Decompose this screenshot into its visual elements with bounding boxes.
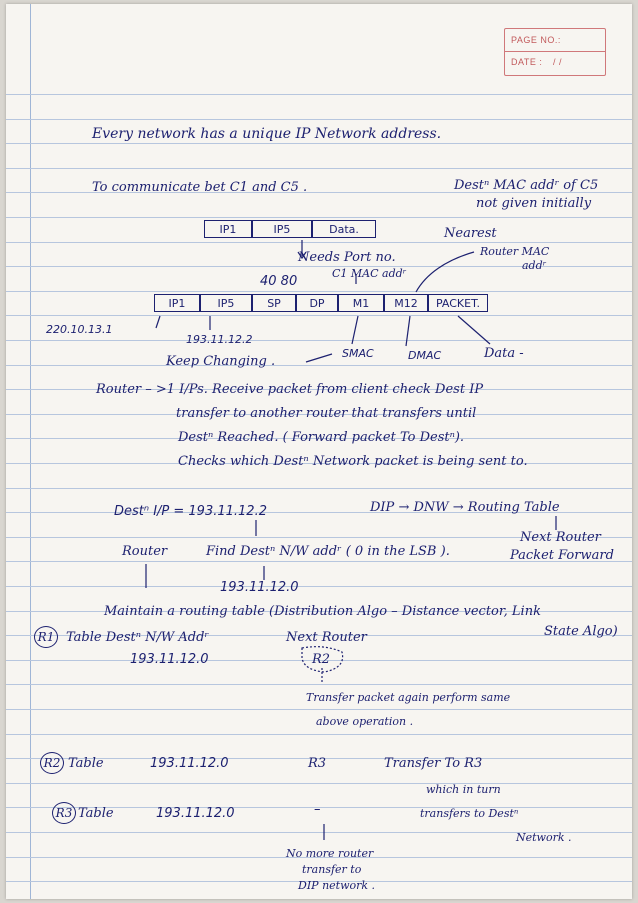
arrow-keep-changing: [306, 354, 332, 362]
source-ip: 220.10.13.1: [46, 323, 113, 336]
keep-changing-note: Keep Changing .: [166, 354, 276, 369]
find-dest-line: Find Destⁿ N/W addʳ ( 0 in the LSB ).: [206, 544, 450, 559]
maintain-line: Maintain a routing table (Distribution Algo – Distance vector, Link: [104, 604, 541, 619]
frame-box-ip5: IP5: [200, 294, 252, 312]
frame-box-ip1: IP1: [154, 294, 200, 312]
transfer-again-line: Transfer packet again perform same: [306, 691, 511, 704]
dest-ip: 193.11.12.2: [186, 333, 253, 346]
no-more-router-note: No more router: [286, 847, 374, 860]
r2-table-label: Table: [68, 756, 104, 771]
router-label: Router: [122, 544, 168, 559]
packet-box-data: Data.: [312, 220, 376, 238]
frame-box-sp: SP: [252, 294, 296, 312]
transfer-r3-note: Transfer To R3: [384, 756, 483, 771]
r2-network: 193.11.12.0: [150, 756, 229, 771]
date-separator: / /: [553, 57, 563, 67]
next-router-note: Next Router: [520, 530, 601, 545]
smac-label: SMAC: [342, 347, 374, 360]
table-header-next-router: Next Router: [286, 630, 367, 645]
annotation-arrows: [6, 4, 632, 899]
c1-mac-note: C1 MAC addʳ: [332, 267, 407, 280]
r3-next-router-dash: –: [314, 802, 321, 817]
dip-network-note: DIP network .: [298, 879, 376, 892]
r3-table-label: Table: [78, 806, 114, 821]
frame-box-dp: DP: [296, 294, 338, 312]
nearest-note: Nearest: [444, 226, 497, 241]
data-label: Data -: [484, 346, 524, 361]
r3-network: 193.11.12.0: [156, 806, 235, 821]
heading-line: Every network has a unique IP Network address.: [92, 126, 442, 142]
needs-port-note: Needs Port no.: [298, 250, 396, 265]
r2-next-router: R3: [308, 756, 327, 771]
packet-forward-note: Packet Forward: [510, 548, 614, 563]
router-definition-4: Checks which Destⁿ Network packet is being sent to.: [178, 454, 528, 469]
router-mac-addr: addʳ: [522, 259, 547, 272]
port-numbers: 40 80: [260, 274, 298, 289]
arrow-smac: [352, 316, 358, 344]
communicate-line: To communicate bet C1 and C5 .: [92, 180, 308, 195]
frame-box-m12: M12: [384, 294, 428, 312]
arrow-router-mac: [416, 252, 474, 292]
not-given-note: not given initially: [476, 196, 592, 211]
above-operation-line: above operation .: [316, 715, 414, 728]
r1-next-router: R2: [312, 652, 331, 667]
router-definition-3: Destⁿ Reached. ( Forward packet To Destⁿ).: [178, 430, 465, 445]
router-r2-circle: R2: [40, 752, 64, 774]
r1-network: 193.11.12.0: [130, 652, 209, 667]
packet-box-ip5: IP5: [252, 220, 312, 238]
transfers-to-dest-note: transfers to Destⁿ: [420, 807, 519, 820]
notebook-page: [6, 4, 632, 899]
router-r1-circle: R1: [34, 626, 58, 648]
arrow-dmac: [406, 316, 410, 346]
dip-routing-line: DIP → DNW → Routing Table: [370, 500, 560, 515]
frame-box-packet: PACKET.: [428, 294, 488, 312]
which-in-turn-note: which in turn: [426, 783, 501, 796]
dmac-label: DMAC: [408, 349, 442, 362]
date-label: DATE :: [511, 57, 543, 67]
transfer-to-note: transfer to: [302, 863, 362, 876]
page-no-label: PAGE NO.:: [511, 35, 561, 45]
table-header-r1: Table Destⁿ N/W Addʳ: [66, 630, 209, 645]
state-algo-line: State Algo): [544, 624, 618, 639]
router-mac-note: Router MAC: [480, 245, 550, 258]
tick-source-ip: [156, 316, 160, 328]
network-note: Network .: [516, 831, 572, 844]
router-definition-2: transfer to another router that transfers until: [176, 406, 477, 421]
arrow-data: [458, 316, 490, 344]
dest-ip-line: Destⁿ I/P = 193.11.12.2: [114, 504, 267, 519]
frame-box-m1: M1: [338, 294, 384, 312]
dest-mac-note: Destⁿ MAC addʳ of C5: [454, 178, 599, 193]
packet-box-ip1: IP1: [204, 220, 252, 238]
router-r3-circle: R3: [52, 802, 76, 824]
router-definition-1: Router – >1 I/Ps. Receive packet from client check Dest IP: [96, 382, 484, 397]
network-address: 193.11.12.0: [220, 580, 299, 595]
